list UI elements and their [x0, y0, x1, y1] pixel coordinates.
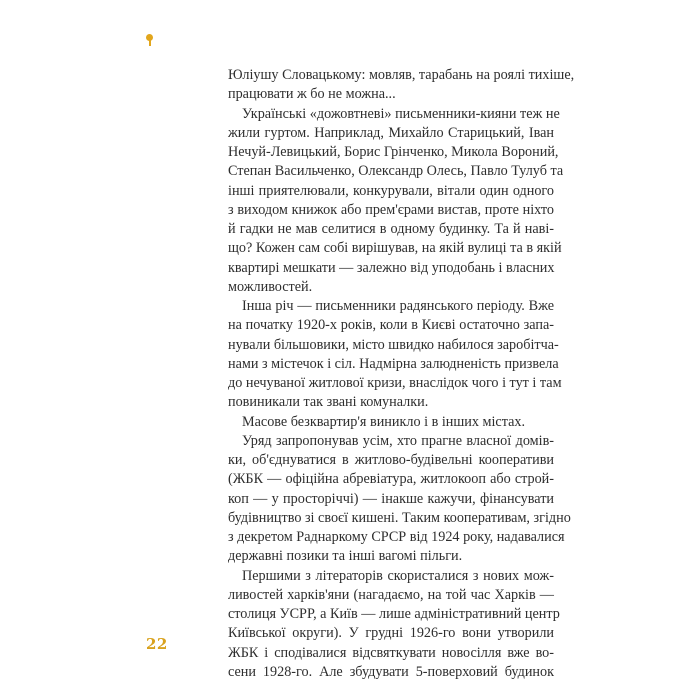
- text-line: жили гуртом. Наприклад, Михайло Старицький, Іван: [228, 124, 554, 141]
- body-text: [228, 66, 575, 682]
- text-line: коп — у просторіччі) — інакше кажучи, фінансувати: [228, 490, 554, 507]
- text-line: Інша річ — письменники радянського періоду. Вже: [242, 298, 554, 314]
- text-line: з декретом Раднаркому СРСР від 1924 року, надавалися: [228, 529, 565, 545]
- text-line: інші приятелювали, конкурували, вітали один одного: [228, 182, 554, 199]
- text-line: сени 1928-го. Але збудувати 5-поверховий будинок: [228, 663, 554, 680]
- text-line: можливостей.: [228, 278, 313, 295]
- text-line: державні позики та інші вагомі пільги.: [228, 548, 463, 565]
- text-line: на початку 1920-х років, коли в Києві остаточно запа-: [228, 317, 554, 334]
- text-line: Уряд запропонував усім, хто прагне власної домів-: [242, 432, 554, 449]
- text-line: Нечуй-Левицький, Борис Грінченко, Микола Вороний,: [228, 144, 559, 160]
- pin-marker-icon: [146, 34, 154, 47]
- text-line: квартирі мешкати — залежно від уподобань і власних: [228, 259, 555, 276]
- text-line: й гадки не мав селитися в одному будинку. Та й наві-: [228, 221, 554, 237]
- text-line: з виходом книжок або прем'єрами вистав, проте ніхто: [228, 201, 554, 218]
- pin-marker-stem: [149, 39, 152, 46]
- text-line: нами з містечок і сіл. Надмірна залюдненість призвела: [228, 355, 559, 372]
- text-line: будівництво зі своєї кишені. Таким кооперативам, згідно: [228, 509, 571, 526]
- text-line: повиникали так звані комуналки.: [228, 394, 429, 411]
- text-line: Степан Васильченко, Олександр Олесь, Павло Тулуб та: [228, 163, 564, 180]
- text-line: Першими з літераторів скористалися з нових мож-: [242, 567, 554, 584]
- text-line: ливостей харків'яни (нагадаємо, на той час Харків —: [228, 586, 554, 603]
- text-line: (ЖБК — офіційна абревіатура, житлокооп або строй-: [228, 471, 554, 488]
- text-line: Київської округи). У грудні 1926-го вони утворили: [228, 625, 554, 642]
- text-line: до нечуваної житлової кризи, внаслідок чого і тут і там: [228, 375, 562, 391]
- text-line: ки, об'єднуватися в житлово-будівельні кооперативи: [228, 452, 554, 468]
- text-line: нували більшовики, місто швидко набилося заробітча-: [228, 336, 559, 353]
- text-line: Масове безквартир'я виникло і в інших містах.: [242, 413, 526, 430]
- text-line: що? Кожен сам собі вирішував, на якій вулиці та в якій: [228, 240, 562, 257]
- text-line: ЖБК і сподівалися відсвяткувати новосілля вже во-: [228, 644, 554, 661]
- text-line: столиця УСРР, а Київ — лише адміністративний центр: [228, 606, 560, 622]
- text-line: Українські «дожовтневі» письменники-кияни теж не: [242, 105, 560, 122]
- text-line: працювати ж бо не можна...: [228, 86, 396, 103]
- text-line: Юліушу Словацькому: мовляв, тарабань на роялі тихіше,: [228, 67, 575, 83]
- page-number: 22: [146, 635, 168, 653]
